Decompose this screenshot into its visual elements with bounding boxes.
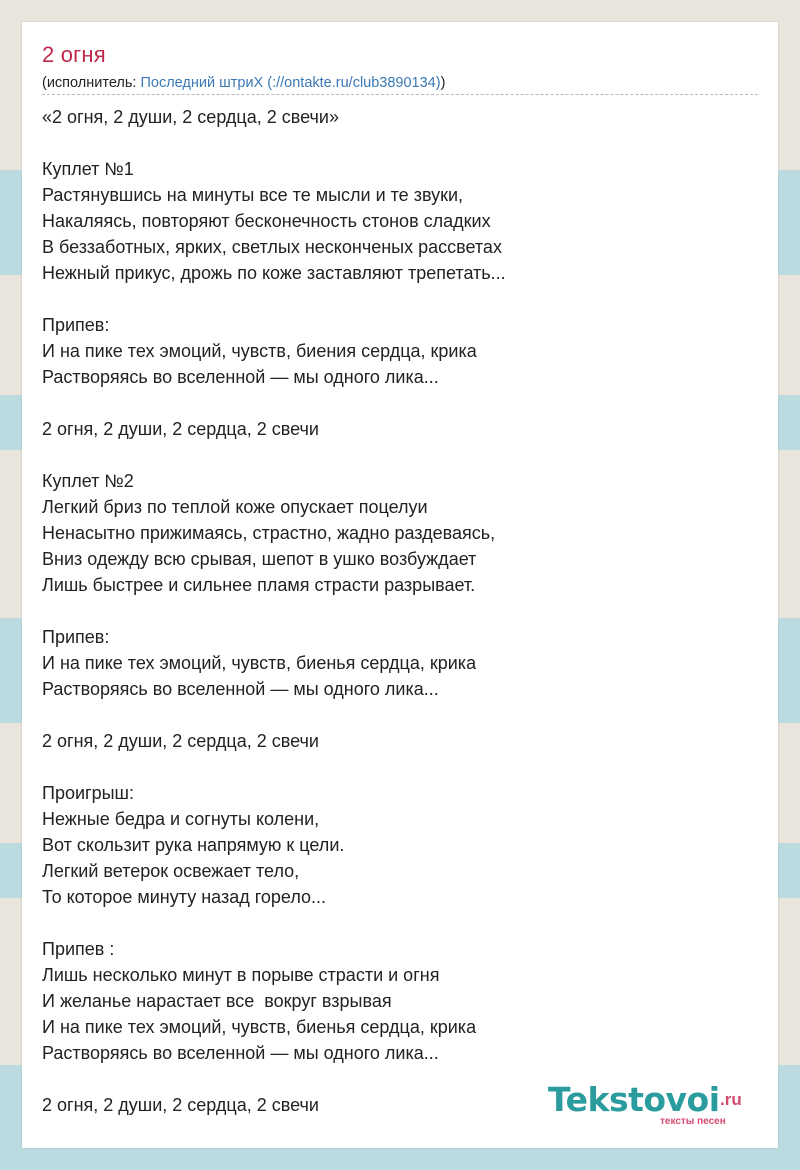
lyric-line: Растворяясь во вселенной — мы одного лика... — [42, 1043, 439, 1063]
lyric-line — [42, 130, 758, 156]
lyric-line: Растворяясь во вселенной — мы одного лика... — [42, 679, 439, 699]
meta-suffix: ) — [440, 75, 446, 91]
site-logo[interactable] — [548, 1080, 758, 1130]
logo-tld: .ru — [720, 1090, 742, 1109]
lyric-line: «2 огня, 2 души, 2 сердца, 2 свечи» — [42, 107, 339, 127]
lyric-line: Нежный прикус, дрожь по коже заставляют трепетать... — [42, 263, 506, 283]
lyric-line: Вниз одежду всю срывая, шепот в ушко возбуждает — [42, 549, 477, 569]
song-title: 2 огня — [42, 42, 106, 67]
lyric-line: Куплет №2 — [42, 471, 134, 491]
lyric-line: Ненасытно прижимаясь, страстно, жадно раздеваясь, — [42, 523, 496, 543]
lyric-line — [42, 442, 758, 468]
song-meta — [42, 75, 445, 91]
lyric-line: Легкий бриз по теплой коже опускает поцелуи — [42, 497, 428, 517]
lyric-line: 2 огня, 2 души, 2 сердца, 2 свечи — [42, 1095, 319, 1115]
lyric-line: Легкий ветерок освежает тело, — [42, 861, 300, 881]
lyric-line: В беззаботных, ярких, светлых несконченых рассветах — [42, 237, 502, 257]
lyric-line: Куплет №1 — [42, 159, 134, 179]
lyric-line: Растянувшись на минуты все те мысли и те звуки, — [42, 185, 464, 205]
lyric-line: Нежные бедра и согнуты колени, — [42, 809, 320, 829]
lyric-line: И на пике тех эмоций, чувств, биения сердца, крика — [42, 341, 477, 361]
lyric-line: Припев: — [42, 315, 110, 335]
artist-link[interactable]: Последний штриХ — [140, 75, 264, 91]
lyric-line: Лишь несколько минут в порыве страсти и огня — [42, 965, 440, 985]
logo-wordmark: Tekstovoi — [548, 1080, 720, 1119]
lyric-line — [42, 598, 758, 624]
lyric-line: Накаляясь, повторяют бесконечность стонов сладких — [42, 211, 491, 231]
lyric-line: То которое минуту назад горело... — [42, 887, 327, 907]
lyric-line: И желанье нарастает все вокруг взрывая — [42, 991, 392, 1011]
lyric-line: Припев: — [42, 627, 110, 647]
lyrics-card — [22, 22, 778, 1148]
lyric-line: 2 огня, 2 души, 2 сердца, 2 свечи — [42, 419, 319, 439]
lyric-line — [42, 390, 758, 416]
logo-tagline: тексты песен — [660, 1116, 726, 1127]
dashed-divider — [42, 94, 758, 95]
lyric-line: Растворяясь во вселенной — мы одного лика... — [42, 367, 439, 387]
lyric-line: Припев : — [42, 939, 115, 959]
meta-prefix: (исполнитель: — [42, 75, 141, 91]
lyric-line: Проигрыш: — [42, 783, 134, 803]
lyric-line: И на пике тех эмоций, чувств, биенья сердца, крика — [42, 1017, 477, 1037]
lyric-line — [42, 702, 758, 728]
lyric-line: И на пике тех эмоций, чувств, биенья сердца, крика — [42, 653, 477, 673]
lyric-line — [42, 754, 758, 780]
artist-source-link[interactable]: (://ontakte.ru/club3890134) — [267, 75, 441, 91]
lyric-line — [42, 286, 758, 312]
lyric-line: Лишь быстрее и сильнее пламя страсти разрывает. — [42, 575, 476, 595]
lyric-line — [42, 910, 758, 936]
lyric-line: Вот скользит рука напрямую к цели. — [42, 835, 345, 855]
lyric-line: 2 огня, 2 души, 2 сердца, 2 свечи — [42, 731, 319, 751]
lyrics-text — [42, 104, 758, 1118]
